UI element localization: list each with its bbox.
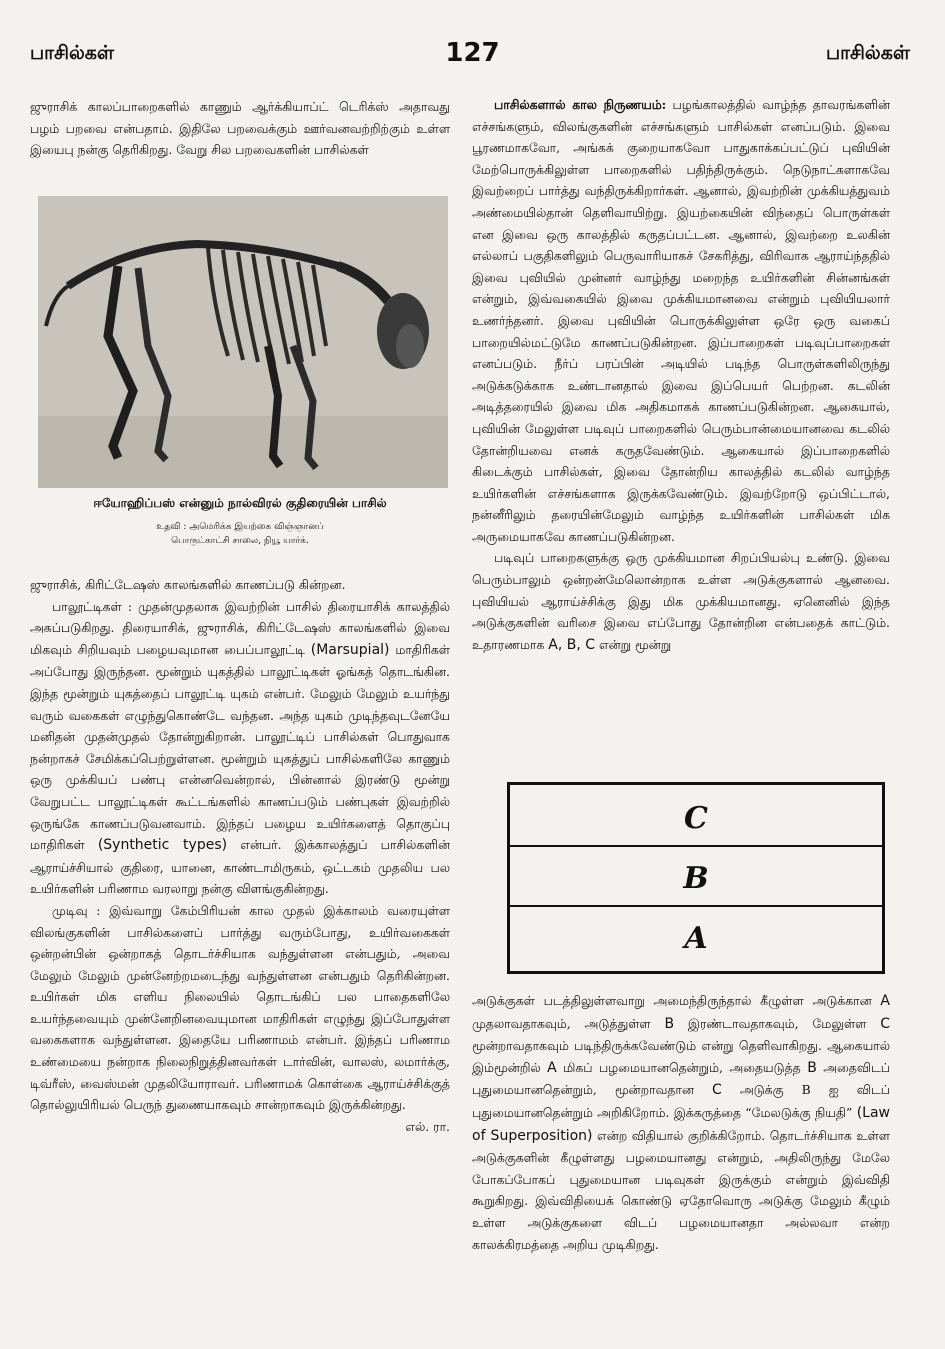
law-of-superposition-term: (Law of Superposition) bbox=[472, 1104, 890, 1144]
page-header bbox=[0, 38, 945, 74]
conclusion-paragraph bbox=[30, 900, 450, 1116]
mammals-text-3: என்பர். இக்காலத்துப் பாசில்களின் ஆராய்ச்சியால் குதிரை, யானை, காண்டாமிருகம், ஒட்டகம் முதலிய பல உயிர்களின் பரிணாம வரலாறு நன்கு விளங்குகின்றது. bbox=[30, 837, 450, 897]
figure-caption: ஈயோஹிப்பஸ் என்னும் நால்விரல் குதிரையின் பாசில் bbox=[93, 496, 387, 510]
superposition-text-f: அதைவிடப் புதுமையானதென்றும், மூன்றாவதான bbox=[472, 1059, 890, 1098]
letter-a-2: A bbox=[547, 1059, 557, 1076]
letter-b: B bbox=[664, 1015, 675, 1032]
conclusion-text: இவ்வாறு கேம்பிரியன் கால முதல் இக்காலம் வரையுள்ள விலங்குகளின் பாசில்களைப் பார்த்து வரும்போது, உயிர்வகைகள் ஒன்றன்பின் ஒன்றாகத் தொடர்ச்சியாக வந்துள்ளன என்பதும், அவை மேலும் மேலும் முன்னேற்றமடைந்து வந்துள்ளன என்பதும் தெரிகின்றன. உயிர்கள் மிக எளிய நிலையில் தொடங்கிப் பல பாதைகளிலே உயர்ந்தவையும் முன்னேறினவையுமான மாதிரிகள் எழுந்து இப்போதுள்ள வகைகளாக வந்துள்ளன. இதையே பரிணாமம் என்பர். இந்தப் பரிணாம உண்மையை நன்றாக நிலைநிறுத்தினவர்கள் டார்வின், வாலஸ், லமார்க்கு, டிவ்ரீஸ், வைஸ்மன் முதலியோராவர். பரிணாமக் கொள்கை ஆராய்ச்சிக்குத் தொல்லுயிரியல் பெருந் துணையாகவும் சான்றாகவும் இருக்கின்றது. bbox=[30, 902, 450, 1113]
stratum-c: C bbox=[510, 789, 882, 847]
strata-diagram bbox=[507, 782, 885, 974]
conclusion-label: முடிவு : bbox=[52, 902, 101, 918]
superposition-paragraph bbox=[472, 990, 890, 1255]
mammals-text-2: மாதிரிகள் அப்போது இருந்தன. மூன்றும் யுகத்தில் பாலூட்டிகள் ஓங்கத் தொடங்கின. இந்த மூன்றும் யுகத்தைப் பாலூட்டி யுகம் என்பர். மேலும் மேலும் உயர்ந்து வரும் வகைகள் எழுந்துகொண்டே வந்தன. அந்த யுகம் முடிந்தவுடனேயே மனிதன் முதன்முதல் தோன்றுகிறான். பாலூட்டிப் பாசில்கள் பொதுவாக நன்றாகச் சேமிக்கப்பெற்றுள்ளன. மூன்றும் யுகத்துப் பாசில்களிலே காணும் ஒரு முக்கியப் பண்பு என்னவென்றால், பின்னால் இரண்டு மூன்று வேறுபட்ட பாலூட்டிகள் கூட்டங்களில் காணப்படும் பண்புகள் இவற்றில் ஒருங்கே காணப்படுவனவாம். இந்தப் பழைய உயிர்களைத் தொகுப்பு மாதிரிகள் bbox=[30, 641, 450, 853]
strata-intro-end: என்று மூன்று bbox=[599, 636, 672, 652]
mammals-paragraph bbox=[30, 596, 450, 900]
horse-skeleton-illustration bbox=[38, 196, 448, 488]
running-title-left: பாசில்கள் bbox=[30, 42, 115, 64]
strata-intro-text: படிவுப் பாறைகளுக்கு ஒரு முக்கியமான சிறப்பியல்பு உண்டு. இவை பெரும்பாலும் ஒன்றன்மேலொன்றாக உள்ள அடுக்குகளால் ஆனவை. புவியியல் ஆராய்ச்சிக்கு இது மிக முக்கியமானது. ஏனெனில் இந்த அடுக்குகளின் வரிசை இவை எப்போது தோன்றின என்பதைக் காட்டும். உதாரணமாக bbox=[472, 550, 890, 652]
stratum-a: A bbox=[684, 921, 708, 956]
section-heading: பாசில்களால் கால நிருணயம்: bbox=[494, 97, 667, 112]
right-column-bottom bbox=[472, 990, 890, 1255]
superposition-text-e: மிகப் பழமையானதென்றும், அதையடுத்த bbox=[563, 1059, 801, 1075]
figure-credit-line-2: பொருட்காட்சி சாலை, நியூ யார்க். bbox=[171, 536, 309, 546]
stratum-b: B bbox=[510, 849, 882, 907]
marsupial-term: (Marsupial) bbox=[310, 641, 390, 658]
right-column-top bbox=[472, 94, 890, 656]
left-column-intro bbox=[30, 96, 450, 161]
mammals-label: பாலூட்டிகள் : bbox=[52, 598, 133, 614]
abc-letters: A, B, C bbox=[548, 636, 596, 653]
superposition-text-h: என்ற விதியால் குறிக்கிறோம். தொடர்ச்சியாக உள்ள அடுக்குகளின் கீழுள்ளது பழமையானது என்றும், அதிலிருந்து மேலே போகப்போகப் புதுமையான படிவுகள் இருக்கும் என்றும் இவ்விதி கூறுகிறது. இவ்விதியைக் கொண்டு ஏதோவொரு அடுக்கு மேலும் கீழும் உள்ள அடுக்குகளை விடப் பழமையானதா அல்லவா என்ற காலக்கிரமத்தை அறிய முடிகிறது. bbox=[472, 1127, 891, 1252]
letter-c-2: C bbox=[711, 1082, 722, 1099]
figure-credit bbox=[30, 520, 450, 548]
superposition-text-d: மூன்றாவதாகவும் படிந்திருக்கவேண்டும் என்று தெளிவாகிறது. ஆகையால் இம்மூன்றில் bbox=[472, 1038, 890, 1075]
letter-c: C bbox=[880, 1015, 890, 1032]
superposition-text-a: அடுக்குகள் படத்திலுள்ளவாறு அமைந்திருந்தால் கீழுள்ள அடுக்கான bbox=[472, 993, 872, 1008]
superposition-text-g: அடுக்கு B ஐ விடப் புதுமையானதென்றும் அறிகிறோம். இக்கருத்தை “மேலடுக்கு நியதி” bbox=[472, 1082, 890, 1120]
left-column-body bbox=[30, 574, 450, 1137]
continuation-paragraph: ஜுராசிக், கிரிட்டேஷஸ் காலங்களில் காணப்படு கின்றன. bbox=[30, 577, 346, 592]
mammals-text-1: முதன்முதலாக இவற்றின் பாசில் திரையாசிக் காலத்தில் அகப்படுகிறது. திரையாசிக், ஜுராசிக், கிரிட்டேஷஸ் காலங்களில் இவை மிகவும் சிறியவும் பழையவுமான பைப்பாலூட்டி bbox=[30, 598, 450, 657]
superposition-text-b: முதலாவதாகவும், அடுத்துள்ள bbox=[472, 1015, 651, 1031]
letter-b-2: B bbox=[807, 1059, 817, 1076]
synthetic-types-term: (Synthetic types) bbox=[97, 837, 228, 854]
eohippus-skeleton-figure bbox=[38, 196, 448, 488]
running-title-right: பாசில்கள் bbox=[825, 42, 910, 64]
strata-intro-paragraph bbox=[472, 547, 890, 656]
superposition-text-c: இரண்டாவதாகவும், மேலுள்ள bbox=[687, 1015, 867, 1031]
author-signature: எல். ரா. bbox=[405, 1118, 450, 1134]
letter-a: A bbox=[880, 993, 890, 1009]
intro-paragraph: ஜுராசிக் காலப்பாறைகளில் காணும் ஆர்க்கியாப்ட் டெரிக்ஸ் அதாவது பழம் பறவை என்பதாம். இதிலே பறவைக்கும் ஊர்வனவற்றிற்கும் உள்ள இயைபு நன்கு தெரிகிறது. வேறு சில பறவைகளின் பாசில்கள் bbox=[30, 99, 450, 158]
figure-credit-line-1: உதவி : அமெரிக்க இயற்கை விஞ்ஞானப் bbox=[156, 522, 324, 532]
page-number: 127 bbox=[445, 38, 500, 68]
dating-text: பழங்காலத்தில் வாழ்ந்த தாவரங்களின் எச்சங்களும், விலங்குகளின் எச்சங்களும் பாசில்கள் எனப்படும். இவை பூரணமாகவோ, அங்கக் குறையாகவோ பாதுகாக்கப்பட்டுப் புவியின் மேற்பொருக்கிலுள்ள பாறைகளில் பதிந்திருக்கும். நெடுநாட்களாகவே இவற்றைப் பார்த்து வந்திருக்கிறார்கள். ஆனால், இவற்றின் முக்கியத்துவம் அண்மையில்தான் தெளிவாயிற்று. இயற்கையின் விந்தைப் பொருள்கள் என இவை ஒரு காலத்தில் கருதப்பட்டன. ஆனால், இவற்றை உலகின் எல்லாப் பகுதிகளிலும் பெருவாரியாகச் சேகரித்து, விரிவாக ஆராய்ந்ததில் இவை புவியில் முன்னர் வாழ்ந்து மறைந்த உயிர்களின் சின்னங்கள் என்றும், இவ்வகையில் இவை முக்கியமானவை என்றும் புவியியலார் உணர்ந்தனர். இவை புவியின் பொருக்கிலுள்ள ஒரே ஒரு வகைப் பாறையில்மட்டுமே காணப்படுகின்றன. இப்பாறைகள் படிவுப்பாறைகள் எனப்படும். நீர்ப் பரப்பின் அடியில் படிந்த பொருள்களிலிருந்து அடுக்கடுக்காக உண்டானதால் இவை இப்பெயர் பெற்றன. கடலின் அடித்தரையில் இவை மிக அதிகமாகக் காணப்படுகின்றன. ஆகையால், புவியின் மேலுள்ள படிவுப் பாறைகளில் பெரும்பான்மையானவை கடலில் தோன்றியவை எனக் கருதவேண்டும். ஆகையால் இப்பாறைகளில் கிடைக்கும் பாசில்கள், இவை தோன்றிய காலத்தில் கடலில் வாழ்ந்த உயிர்களின் எச்சங்களாக இருக்கவேண்டும். இவற்றோடு ஒப்பிட்டால், நன்னீரிலும் தரையின்மேலும் வாழ்ந்த உயிர்களின் பாசில்கள் மிக அருமையாகவே காணப்படுகின்றன. bbox=[472, 97, 890, 544]
dating-paragraph bbox=[472, 94, 890, 547]
